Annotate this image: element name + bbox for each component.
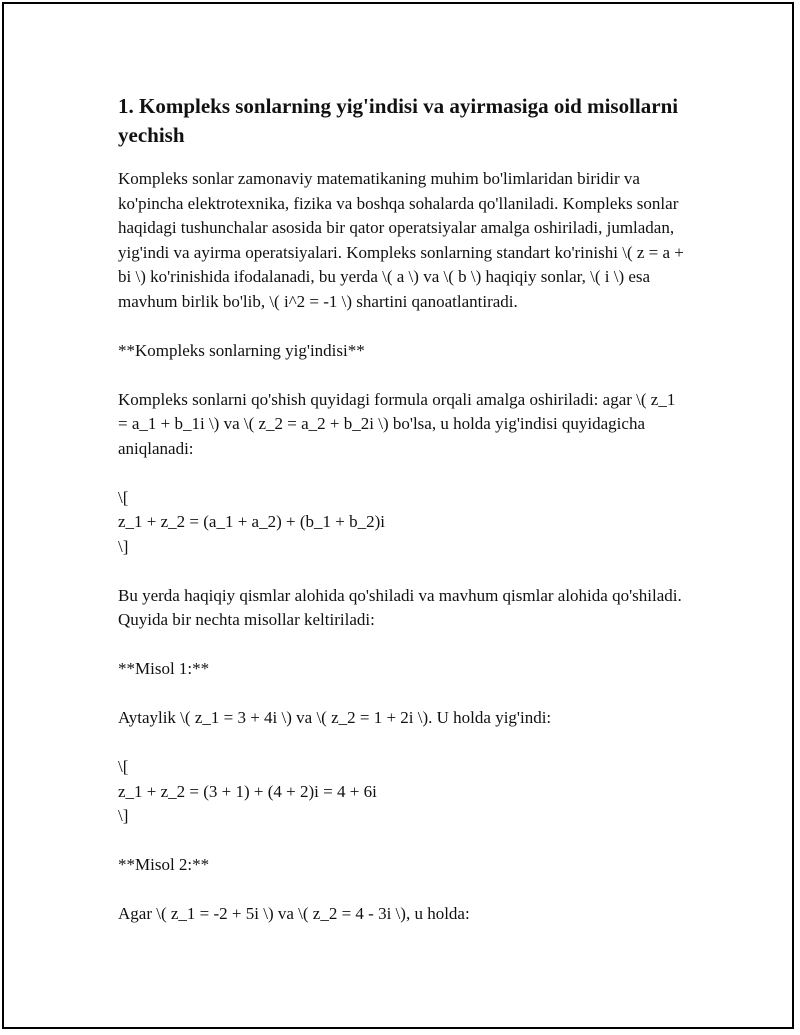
example-1-text: Aytaylik \( z_1 = 3 + 4i \) va \( z_2 = 1 + 2i \). U holda yig'indi: [118,708,552,727]
subheading-sum: **Kompleks sonlarning yig'indisi** [118,340,365,360]
sum-formula-paragraph: Kompleks sonlarni qo'shish quyidagi formula orqali amalga oshiriladi: agar \( z_1 = a_1 + b_1i \) va \( z_2 = a_2 + b_2i \) bo'lsa, u holda yig'indisi quyidagicha aniqlanadi: [118,389,680,458]
explanation-paragraph: Bu yerda haqiqiy qismlar alohida qo'shiladi va mavhum qismlar alohida qo'shiladi. Quyida bir nechta misollar keltiriladi: [118,585,686,629]
sum-formula-display: \[ z_1 + z_2 = (a_1 + a_2) + (b_1 + b_2)i \] [118,487,385,556]
example-2-heading: **Misol 2:** [118,855,210,874]
section-heading: 1. Kompleks sonlarning yig'indisi va ayirmasiga oid misollarni yechish [118,94,679,147]
example-1-heading: **Misol 1:** [118,659,210,678]
example-1-formula: \[ z_1 + z_2 = (3 + 1) + (4 + 2)i = 4 + 6i \] [118,757,377,825]
intro-paragraph: Kompleks sonlar zamonaviy matematikaning muhim bo'limlaridan biridir va ko'pincha elektrotexnika, fizika va boshqa sohalarda qo'llaniladi. Kompleks sonlar haqidagi tushunchalar asosida bir qator operatsiyalar amalga oshiriladi, jumladan, yig'indi va ayirma operatsiyalari. Kompleks sonlarning standart ko'rinishi \( z = a + bi \) ko'rinishida ifodalanadi, bu yerda \( a \) va \( b \) haqiqiy sonlar, \( i \) esa mavhum birlik bo'lib, \( i^2 = -1 \) shartini qanoatlantiradi. [118,169,689,311]
document-body [118,92,688,951]
example-2-text: Agar \( z_1 = -2 + 5i \) va \( z_2 = 4 - 3i \), u holda: [118,904,470,923]
